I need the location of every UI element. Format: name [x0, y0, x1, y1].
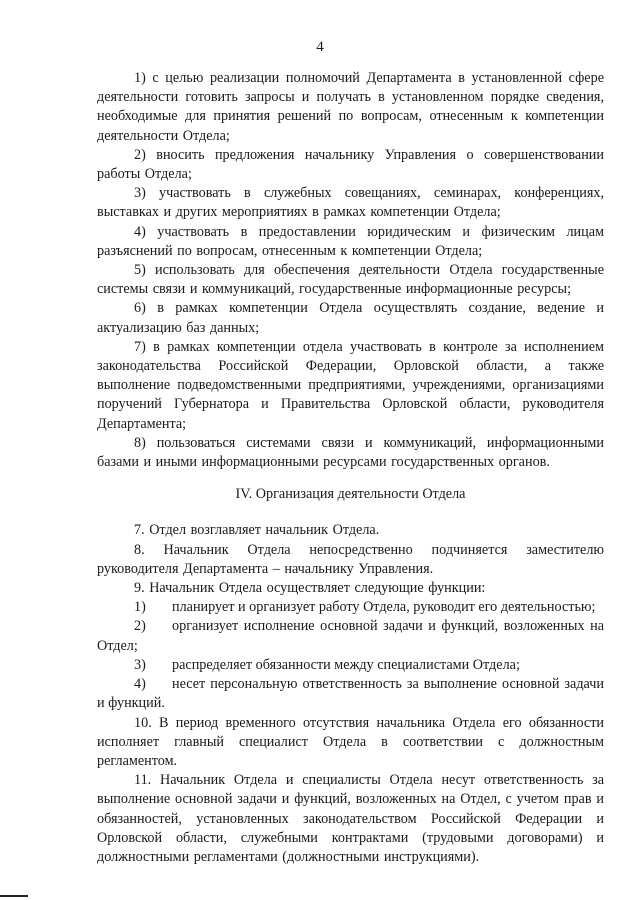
- paragraph-9: 9. Начальник Отдела осуществляет следующие функции:: [134, 580, 486, 597]
- paragraph-11: 11. Начальник Отдела и специалисты Отдела несут ответственность за выполнение основной задачи и функций, возложенных на Отдел, с учетом прав и обязанностей, установленных законодательством Российской Федерации и Орловской области, служебными контрактами (трудовыми договорами) и должностными регламентами (должностными инструкциями).: [97, 772, 604, 865]
- right-item-2: 2) вносить предложения начальнику Управления о совершенствовании работы Отдела;: [97, 146, 604, 183]
- paragraph-8: 8. Начальник Отдела непосредственно подчиняется заместителю руководителя Департамента – начальнику Управления.: [97, 541, 604, 577]
- right-item-8: 8) пользоваться системами связи и коммуникаций, информационными базами и иными информационными ресурсами государственных органов.: [97, 434, 604, 471]
- document-body: [97, 69, 604, 867]
- function-text: организует исполнение основной задачи и функций, возложенных на Отдел;: [97, 618, 604, 654]
- function-item-3: [97, 656, 604, 675]
- paragraph-10: 10. В период временного отсутствия начальника Отдела его обязанности исполняет главный специалист Отдела в соответствии с должностным регламентом.: [97, 714, 604, 769]
- function-number: 3): [134, 656, 146, 673]
- right-item-3: 3) участвовать в служебных совещаниях, семинарах, конференциях, выставках и других мероприятиях в рамках компетенции Отдела;: [97, 185, 604, 221]
- function-text: планирует и организует работу Отдела, руководит его деятельностью;: [172, 599, 596, 616]
- right-item-5: 5) использовать для обеспечения деятельности Отдела государственные системы связи и коммуникаций, государственные информационные ресурсы;: [97, 262, 604, 298]
- function-item-2: [97, 617, 604, 655]
- scan-edge-mark: [0, 895, 28, 897]
- paragraph-7: 7. Отдел возглавляет начальник Отдела.: [134, 522, 380, 539]
- right-item-1: 1) с целью реализации полномочий Департамента в установленной сфере деятельности готовить запросы и получать в установленном порядке сведения, необходимые для принятия решений по вопросам, отнесенным к компетенции деятельности Отдела;: [97, 70, 604, 144]
- function-item-4: [97, 675, 604, 713]
- function-number: 2): [134, 618, 146, 635]
- right-item-4: 4) участвовать в предоставлении юридическим и физическим лицам разъяснений по вопросам, отнесенным к компетенции Отдела;: [97, 223, 604, 259]
- right-item-6: 6) в рамках компетенции Отдела осуществлять создание, ведение и актуализацию баз данных;: [97, 300, 604, 336]
- right-item-7: 7) в рамках компетенции отдела участвовать в контроле за исполнением законодательства Российской Федерации, Орловской области, а также выполнение подведомственными предприятиями, учреждениями, организациями поручений Губернатора и Правительства Орловской области, руководителя Департамента;: [97, 338, 604, 432]
- function-text: распределяет обязанности между специалистами Отдела;: [172, 656, 520, 673]
- function-number: 1): [134, 599, 146, 616]
- function-number: 4): [134, 676, 146, 693]
- page-number: 4: [316, 39, 324, 55]
- section-heading: IV. Организация деятельности Отдела: [235, 486, 466, 503]
- function-text: несет персональную ответственность за выполнение основной задачи и функций.: [97, 676, 604, 712]
- function-item-1: [97, 598, 604, 617]
